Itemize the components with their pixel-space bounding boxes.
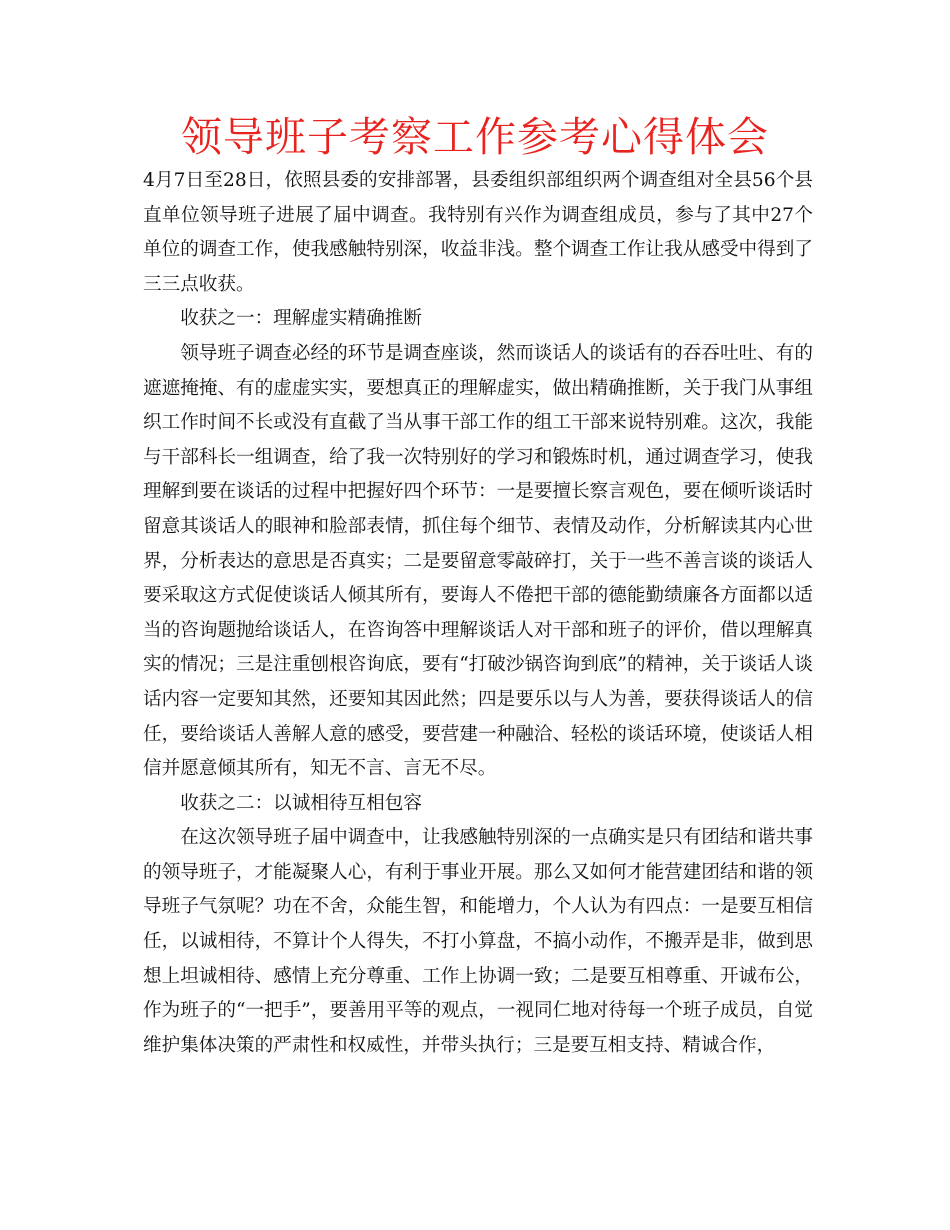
document-title: 领导班子考察工作参考心得体会 — [181, 113, 769, 161]
section-paragraph-2: 在这次领导班子届中调查中，让我感触特别深的一点确实是只有团结和谐共事的领导班子，才能凝聚人心，有利于事业开展。那么又如何才能营建团结和谐的领导班子气氛呢？功在不舍，众能生智，和能增力，个人认为有四点：一是要互相信任，以诚相待，不算计个人得失，不打小算盘，不搞小动作，不搬弄是非，做到思想上坦诚相待、感情上充分尊重、工作上协调一致；二是要互相尊重、开诚布公，作为班子的“一把手”，要善用平等的观点，一视同仁地对待每一个班子成员，自觉维护集体决策的严肃性和权威性，并带头执行；三是要互相支持、精诚合作， — [143, 827, 813, 1056]
section-heading-2: 收获之二：以诚相待互相包容 — [180, 792, 422, 814]
document-body — [143, 164, 813, 1063]
intro-paragraph: 4月7日至28日，依照县委的安排部署，县委组织部组织两个调查组对全县56个县直单位领导班子进展了届中调查。我特别有兴作为调查组成员，参与了其中27个单位的调查工作，使我感触特别深，收益非浅。整个调查工作让我从感受中得到了三三点收获。 — [143, 170, 813, 295]
section-paragraph-1: 领导班子调查必经的环节是调查座谈，然而谈话人的谈话有的吞吞吐吐、有的遮遮掩掩、有的虚虚实实，要想真正的理解虚实，做出精确推断，关于我门从事组织工作时间不长或没有直截了当从事干部工作的组工干部来说特别难。这次，我能与干部科长一组调查，给了我一次特别好的学习和锻炼时机，通过调查学习，使我理解到要在谈话的过程中把握好四个环节：一是要擅长察言观色，要在倾听谈话时留意其谈话人的眼神和脸部表情，抓住每个细节、表情及动作，分析解读其内心世界，分析表达的意思是否真实；二是要留意零敲碎打，关于一些不善言谈的谈话人要采取这方式促使谈话人倾其所有，要诲人不倦把干部的德能勤绩廉各方面都以适当的咨询题抛给谈话人，在咨询答中理解谈话人对干部和班子的评价，借以理解真实的情况；三是注重刨根咨询底，要有“打破沙锅咨询到底”的精神，关于谈话人谈话内容一定要知其然，还要知其因此然；四是要乐以与人为善，要获得谈话人的信任，要给谈话人善解人意的感受，要营建一种融洽、轻松的谈话环境，使谈话人相信并愿意倾其所有，知无不言、言无不尽。 — [143, 342, 813, 780]
section-heading-1: 收获之一：理解虚实精确推断 — [180, 308, 422, 330]
